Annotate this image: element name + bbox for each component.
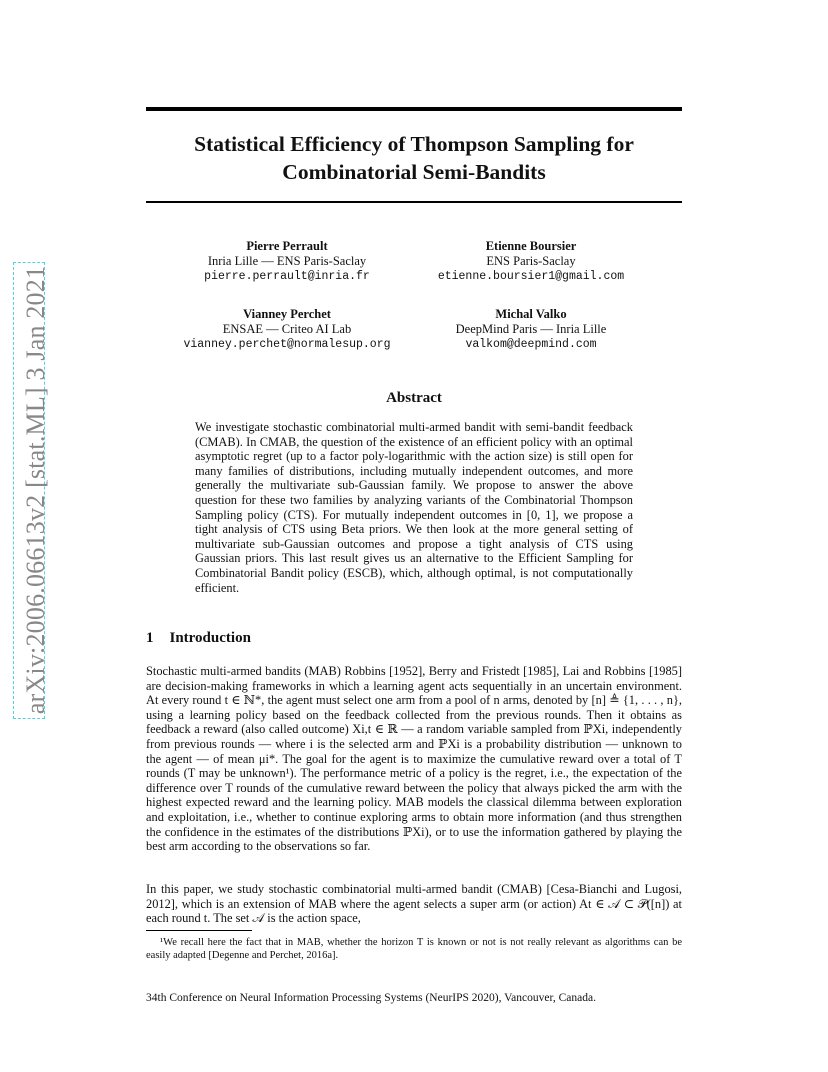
title-line-1: Statistical Efficiency of Thompson Sampling for (194, 132, 634, 156)
author-block (401, 239, 661, 284)
paper-title (146, 130, 682, 186)
author-block (401, 307, 661, 352)
arxiv-identifier-text: arXiv:2006.06613v2 [stat.ML] 3 Jan 2021 (21, 265, 50, 715)
author-name: Vianney Perchet (243, 307, 331, 321)
author-email[interactable]: vianney.perchet@normalesup.org (183, 338, 391, 351)
author-block (157, 239, 417, 284)
abstract-heading: Abstract (386, 390, 442, 406)
intro-paragraph-1: Stochastic multi-armed bandits (MAB) Robbins [1952], Berry and Fristedt [1985], Lai and Robbins [1985] are decision-making frameworks in which a learning agent acts sequentially in an uncertain environment. At every round t ∈ ℕ*, the agent must select one arm from a pool of n arms, denoted by [n] ≜ {1, . . . , n}, using a learning policy based on the feedback collected from the previous rounds. Then it obtains as feedback a reward (also called outcome) Xi,t ∈ ℝ — a random variable sampled from ℙXi, independently from previous rounds — where i is the selected arm and ℙXi is a probability distribution — unknown to the agent — of mean μi*. The goal for the agent is to maximize the cumulative reward over a total of T rounds (T may be unknown¹). The performance metric of a policy is the regret, i.e., the expectation of the difference over T rounds of the cumulative reward between the policy that always picked the arm with the highest expected reward and the learning policy. MAB models the classical dilemma between exploration and exploitation, i.e., whether to continue exploring arms to obtain more information (and thus strengthen the confidence in the estimates of the distributions ℙXi), or to use the information gathered by playing the best arm according to the observations so far. (146, 664, 682, 854)
author-email[interactable]: etienne.boursier1@gmail.com (437, 270, 625, 283)
author-affiliation: Inria Lille — ENS Paris-Saclay (207, 254, 367, 268)
conference-venue: 34th Conference on Neural Information Processing Systems (NeurIPS 2020), Vancouver, Canada. (146, 992, 596, 1004)
footnote: ¹We recall here the fact that in MAB, whether the horizon T is known or not is not really relevant as algorithms can be easily adapted [Degenne and Perchet, 2016a]. (146, 937, 682, 961)
author-name: Michal Valko (495, 307, 567, 321)
author-name: Pierre Perrault (246, 239, 328, 253)
author-name: Etienne Boursier (485, 239, 577, 253)
author-block (157, 307, 417, 352)
arxiv-identifier[interactable] (18, 265, 54, 715)
author-affiliation: ENSAE — Criteo AI Lab (222, 322, 352, 336)
author-email[interactable]: valkom@deepmind.com (465, 338, 597, 351)
section-number: 1 (146, 630, 154, 646)
intro-paragraph-2: In this paper, we study stochastic combinatorial multi-armed bandit (CMAB) [Cesa-Bianchi and Lugosi, 2012], which is an extension of MAB where the agent selects a super arm (or action) At ∈ 𝒜 ⊂ 𝒫([n]) at each round t. The set 𝒜 is the action space, (146, 882, 682, 926)
author-email[interactable]: pierre.perrault@inria.fr (204, 270, 370, 283)
section-title: Introduction (169, 630, 251, 646)
section-heading (146, 630, 251, 647)
title-rule-bottom (146, 201, 682, 203)
author-affiliation: DeepMind Paris — Inria Lille (455, 322, 607, 336)
abstract-text: We investigate stochastic combinatorial multi-armed bandit with semi-bandit feedback (CMAB). In CMAB, the question of the existence of an efficient policy with an optimal asymptotic regret (up to a factor poly-logarithmic with the action size) is still open for many families of distributions, including mutually independent outcomes, and more generally the multivariate sub-Gaussian family. We propose to answer the above question for these two families by analyzing variants of the Combinatorial Thompson Sampling policy (CTS). For mutually independent outcomes in [0, 1], we propose a tight analysis of CTS using Beta priors. We then look at the more general setting of multivariate sub-Gaussian outcomes and propose a tight analysis of CTS using Gaussian priors. This last result gives us an alternative to the Efficient Sampling for Combinatorial Bandit policy (ESCB), which, although optimal, is not computationally efficient. (195, 420, 633, 595)
footnote-rule (146, 930, 252, 931)
title-line-2: Combinatorial Semi-Bandits (282, 160, 546, 184)
title-rule-top (146, 107, 682, 111)
author-affiliation: ENS Paris-Saclay (486, 254, 576, 268)
